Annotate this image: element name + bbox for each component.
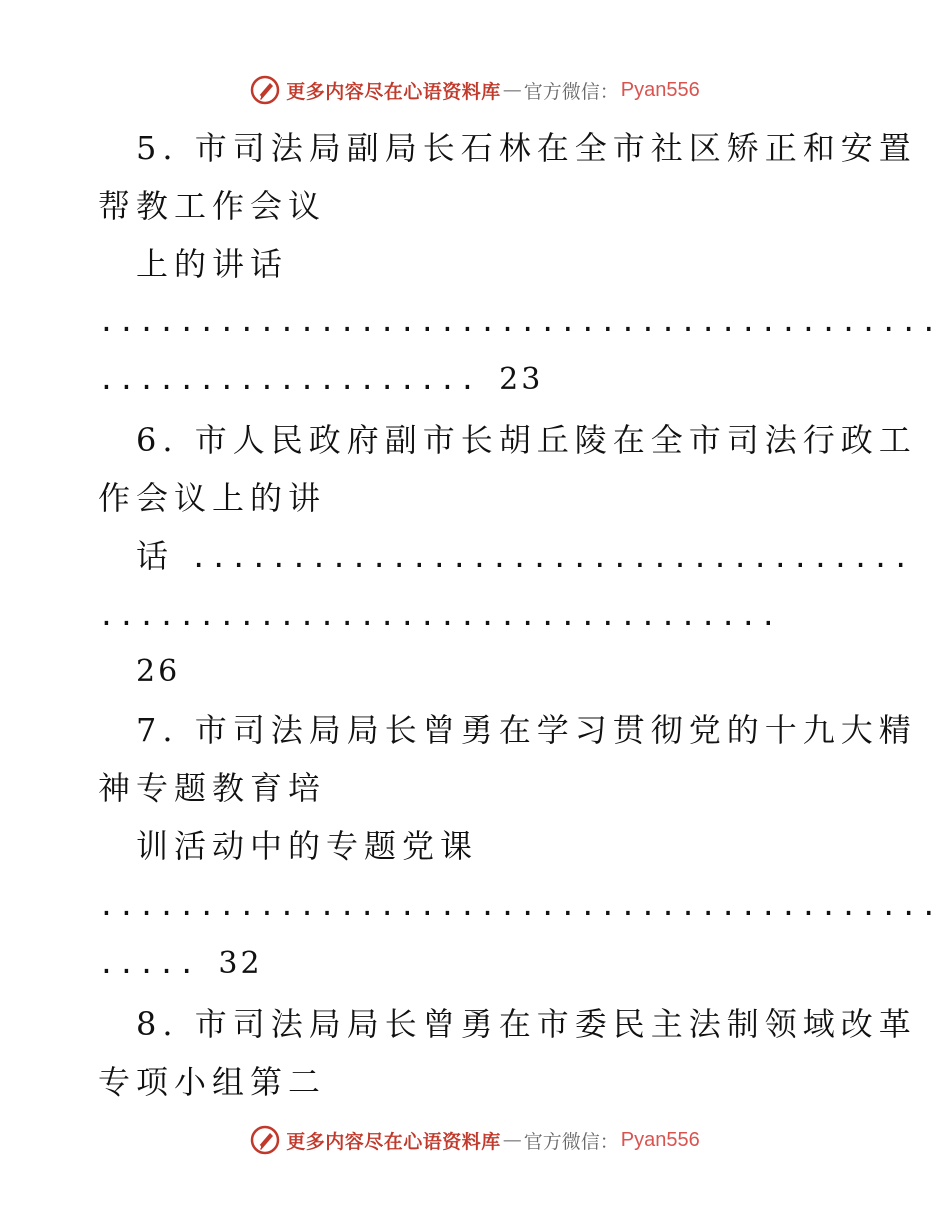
pen-logo-icon: [250, 1125, 280, 1155]
toc-leader-dots-page-row: [98, 360, 543, 400]
toc-leader-dots-page-row: [98, 944, 263, 984]
toc-page-number: 23: [499, 362, 544, 397]
toc-entry-7-line2: 神专题教育培: [98, 769, 327, 807]
toc-entry-7-line1: 7. 市司法局局长曾勇在学习贯彻党的十九大精: [136, 711, 917, 749]
wechat-id: Pyan556: [620, 78, 700, 101]
toc-entry-6-line1: 6. 市人民政府副市长胡丘陵在全市司法行政工: [136, 421, 917, 459]
banner-text: 更多内容尽在心语资料库: [286, 1130, 501, 1153]
toc-leader-dots: .....: [98, 947, 199, 980]
toc-leader-dots: ...................: [98, 363, 480, 396]
banner-separator: —: [502, 79, 522, 101]
toc-entry-6-line3-row: [136, 536, 912, 578]
toc-leader-dots: ..........................................: [98, 889, 941, 922]
wechat-label: 官方微信：: [523, 80, 619, 103]
toc-page-number: 32: [218, 946, 263, 981]
toc-entry-5-line1: 5. 市司法局副局长石林在全市社区矫正和安置: [136, 129, 917, 167]
pen-logo-icon: [250, 75, 280, 105]
wechat-id: Pyan556: [620, 1128, 700, 1151]
banner-separator: —: [502, 1129, 522, 1151]
footer-watermark: [0, 1120, 950, 1160]
wechat-label: 官方微信：: [523, 1130, 619, 1153]
toc-entry-5-line2: 帮教工作会议: [98, 187, 327, 225]
toc-leader-dots: ....................................: [190, 541, 913, 574]
toc-entry-8-line2: 专项小组第二: [98, 1063, 327, 1101]
toc-leader-dots: ..........................................: [98, 305, 941, 338]
toc-entry-5-line3: 上的讲话: [136, 245, 289, 283]
toc-leader-dots: ..................................: [98, 599, 780, 632]
header-watermark: [0, 70, 950, 110]
toc-page-number: 26: [136, 654, 181, 689]
banner-text: 更多内容尽在心语资料库: [286, 80, 501, 103]
toc-entry-8-line1: 8. 市司法局局长曾勇在市委民主法制领域改革: [136, 1005, 917, 1043]
toc-entry-6-line2: 作会议上的讲: [98, 479, 327, 517]
toc-entry-6-line3: 话: [136, 537, 175, 575]
toc-entry-7-line3: 训活动中的专题党课: [136, 827, 479, 865]
